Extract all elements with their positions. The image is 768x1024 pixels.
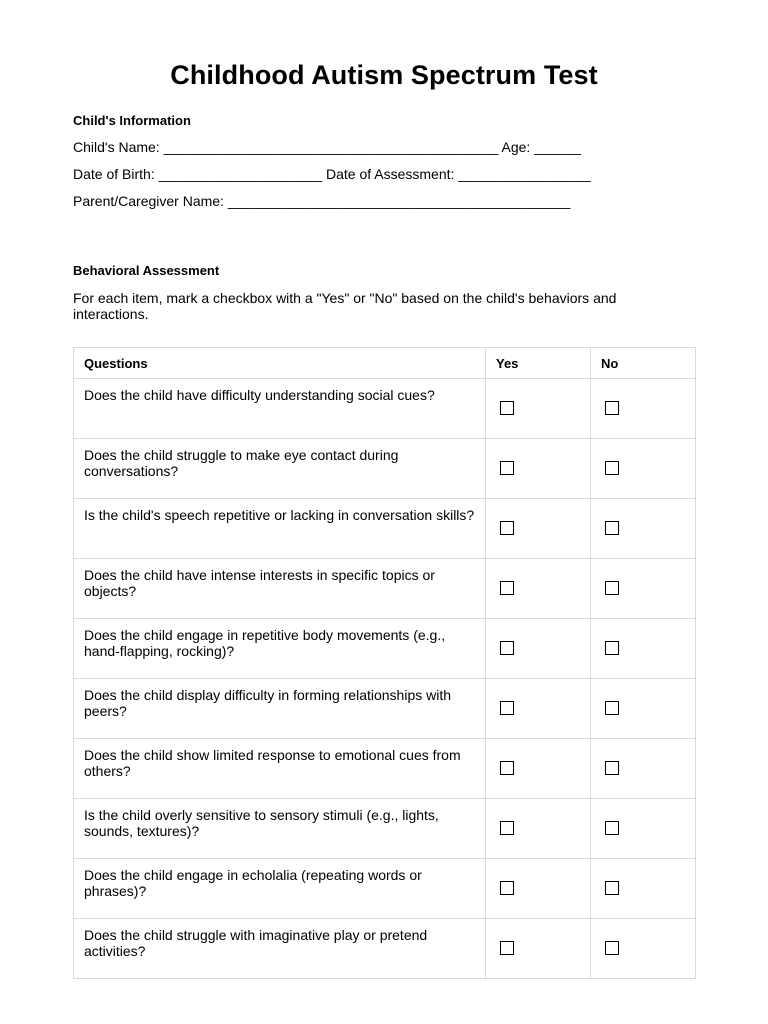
table-row [74, 679, 696, 739]
question-text: Does the child engage in repetitive body movements (e.g., hand-flapping, rocking)? [74, 619, 486, 679]
table-row [74, 379, 696, 439]
yes-checkbox[interactable] [500, 941, 514, 955]
no-checkbox[interactable] [605, 461, 619, 475]
child-info-heading: Child's Information [73, 113, 191, 128]
yes-checkbox[interactable] [500, 401, 514, 415]
behavioral-assessment-heading: Behavioral Assessment [73, 263, 220, 278]
table-row [74, 739, 696, 799]
yes-checkbox[interactable] [500, 821, 514, 835]
no-checkbox[interactable] [605, 641, 619, 655]
dob-assessment-date-line: Date of Birth: _____________________ Date of Assessment: _________________ [73, 166, 591, 182]
table-row [74, 619, 696, 679]
assessment-table [73, 347, 696, 979]
question-text: Does the child display difficulty in forming relationships with peers? [74, 679, 486, 739]
no-checkbox[interactable] [605, 761, 619, 775]
child-name-age-line: Child's Name: ___________________________________________ Age: ______ [73, 139, 581, 155]
yes-checkbox[interactable] [500, 701, 514, 715]
table-row [74, 439, 696, 499]
table-row [74, 499, 696, 559]
yes-checkbox[interactable] [500, 521, 514, 535]
question-text: Does the child have intense interests in specific topics or objects? [74, 559, 486, 619]
question-text: Does the child have difficulty understanding social cues? [74, 379, 486, 439]
header-no: No [591, 348, 696, 379]
table-header-row [74, 348, 696, 379]
table-row [74, 559, 696, 619]
table-row [74, 799, 696, 859]
no-checkbox[interactable] [605, 941, 619, 955]
yes-checkbox[interactable] [500, 761, 514, 775]
no-checkbox[interactable] [605, 401, 619, 415]
yes-checkbox[interactable] [500, 461, 514, 475]
no-checkbox[interactable] [605, 881, 619, 895]
header-yes: Yes [486, 348, 591, 379]
yes-checkbox[interactable] [500, 581, 514, 595]
question-text: Does the child struggle to make eye contact during conversations? [74, 439, 486, 499]
question-text: Is the child overly sensitive to sensory stimuli (e.g., lights, sounds, textures)? [74, 799, 486, 859]
header-questions: Questions [74, 348, 486, 379]
question-text: Is the child's speech repetitive or lacking in conversation skills? [74, 499, 486, 559]
page-title: Childhood Autism Spectrum Test [170, 60, 598, 90]
table-row [74, 919, 696, 979]
table-row [74, 859, 696, 919]
yes-checkbox[interactable] [500, 641, 514, 655]
no-checkbox[interactable] [605, 581, 619, 595]
no-checkbox[interactable] [605, 821, 619, 835]
no-checkbox[interactable] [605, 701, 619, 715]
question-text: Does the child show limited response to emotional cues from others? [74, 739, 486, 799]
question-text: Does the child engage in echolalia (repeating words or phrases)? [74, 859, 486, 919]
yes-checkbox[interactable] [500, 881, 514, 895]
no-checkbox[interactable] [605, 521, 619, 535]
instructions-text: For each item, mark a checkbox with a "Yes" or "No" based on the child's behaviors and interactions. [73, 290, 617, 322]
question-text: Does the child struggle with imaginative play or pretend activities? [74, 919, 486, 979]
parent-caregiver-line: Parent/Caregiver Name: ____________________________________________ [73, 193, 571, 209]
